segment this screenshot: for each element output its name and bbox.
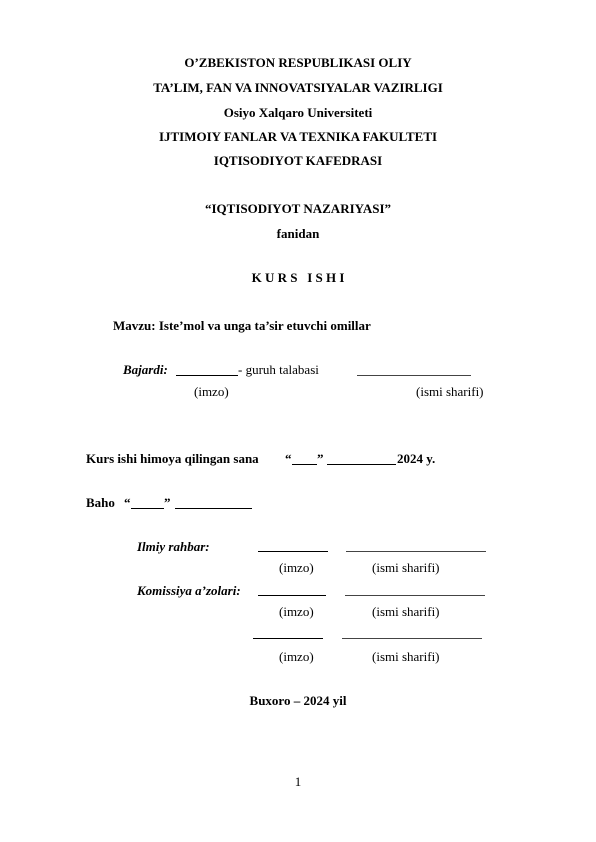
document-type: K U R S I S H I: [251, 270, 345, 285]
defense-day-blank: [292, 464, 317, 465]
commission-1-sign-caption: (imzo): [279, 604, 314, 619]
grade-value-blank: [131, 508, 164, 509]
ministry-line-2: TA’LIM, FAN VA INNOVATSIYALAR VAZIRLIGI: [153, 80, 443, 95]
grade-label: Baho: [86, 495, 115, 510]
performer-sign-caption: (imzo): [194, 384, 229, 399]
commission-label: Komissiya a’zolari:: [137, 583, 241, 598]
defense-month-blank: [327, 464, 396, 465]
university-name: Osiyo Xalqaro Universiteti: [223, 105, 373, 120]
performer-name-caption: (ismi sharifi): [416, 384, 484, 399]
defense-year: 2024 y.: [397, 451, 436, 466]
defense-close-quote: ”: [317, 451, 324, 466]
subject-name: “IQTISODIYOT NAZARIYASI”: [204, 201, 392, 216]
commission-2-sign-caption: (imzo): [279, 649, 314, 664]
student-name-blank: [357, 375, 471, 376]
commission-2-name-blank: [342, 638, 482, 639]
supervisor-label: Ilmiy rahbar:: [137, 539, 210, 554]
page-number: 1: [294, 774, 302, 789]
grade-open-quote: “: [124, 495, 131, 510]
faculty-name: IJTIMOIY FANLAR VA TEXNIKA FAKULTETI: [158, 129, 438, 144]
topic-line: Mavzu: Iste’mol va unga ta’sir etuvchi omillar: [113, 318, 371, 333]
department-name: IQTISODIYOT KAFEDRASI: [213, 153, 383, 168]
grade-close-quote: ”: [164, 495, 171, 510]
group-student-text: - guruh talabasi: [238, 362, 319, 377]
supervisor-sign-blank: [258, 551, 328, 552]
defense-date-label: Kurs ishi himoya qilingan sana: [86, 451, 259, 466]
group-number-blank: [176, 375, 238, 376]
commission-1-sign-blank: [258, 595, 326, 596]
supervisor-name-caption: (ismi sharifi): [372, 560, 440, 575]
place-and-year: Buxoro – 2024 yil: [249, 693, 347, 708]
performer-label: Bajardi:: [123, 362, 168, 377]
commission-2-name-caption: (ismi sharifi): [372, 649, 440, 664]
supervisor-name-blank: [346, 551, 486, 552]
subject-suffix: fanidan: [276, 226, 320, 241]
ministry-line-1: O’ZBEKISTON RESPUBLIKASI OLIY: [184, 55, 412, 70]
commission-2-sign-blank: [253, 638, 323, 639]
commission-1-name-caption: (ismi sharifi): [372, 604, 440, 619]
commission-1-name-blank: [345, 595, 485, 596]
defense-open-quote: “: [285, 451, 292, 466]
grade-words-blank: [175, 508, 252, 509]
supervisor-sign-caption: (imzo): [279, 560, 314, 575]
